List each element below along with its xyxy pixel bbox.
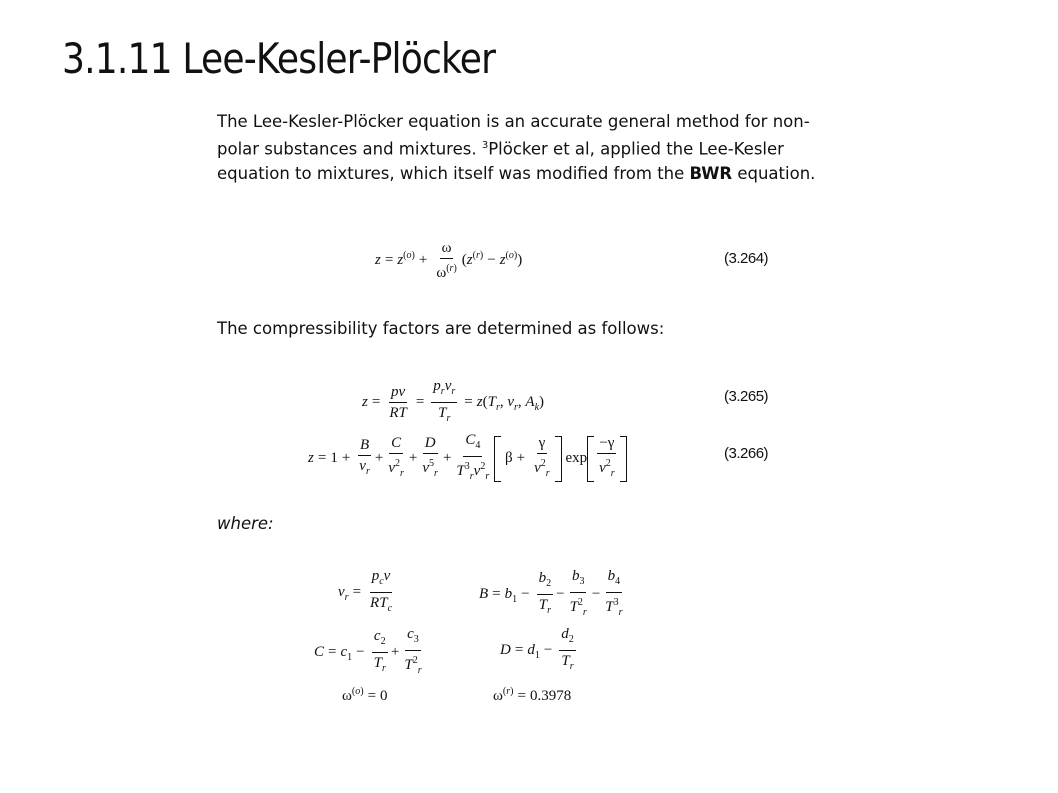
definition-vr: $v_r$ = $\frac{p_cv}{RT_c}$: [338, 568, 393, 614]
definition-b: $B = b_1$ − $\frac{b_2}{T_r}$ − $\frac{b_3}{T^2_r}$ − $\frac{b_4}{T^3_r}$: [479, 568, 623, 618]
page-title: 3.1.11 Lee-Kesler-Plöcker: [62, 34, 496, 83]
intro-text-3: equation.: [732, 163, 816, 183]
definition-omega-o: $\omega^{(o)} = 0$: [342, 686, 388, 704]
intro-paragraph: [217, 110, 817, 186]
definition-omega-r: $\omega^{(r)} = 0.3978$: [493, 686, 572, 704]
intro-text-1: The Lee-Kesler-Plöcker equation is an accurate general method for non-polar substances and mixtures.: [217, 112, 810, 159]
equation-3-265: z = $\frac{pv}{RT}$ = $\frac{p_rv_r}{T_r}$ = $z(T_r$, $v_r$, $A_k$): [362, 378, 545, 424]
equation-3-266: z = 1 + $\frac{B}{v_r}$ + $\frac{C}{v^2_r}$ + $\frac{D}{v^5_r}$ + $\frac{C_4}{T^3_rv^2_r}$ β + $\frac{\gamma}{v^2_r}$ exp $\frac{-\gamma}{v^2_r}$: [308, 432, 627, 485]
equation-3-264: $z = z^{(o)}$ + $\frac{\omega}{\omega^{(r)}}$ $(z^{(r)} - z^{(o)})$: [375, 240, 523, 281]
intro-text-2: Plöcker et al, applied the Lee-Kesler equation to mixtures, which itself was modified from the: [217, 139, 784, 183]
equation-number-3-264: (3.264): [724, 250, 769, 267]
definition-d: $D = d_1$ − $\frac{d_2}{T_r}$: [500, 626, 574, 672]
bwr-bold: BWR: [689, 163, 733, 183]
omega-r-value: 0.3978: [529, 688, 572, 704]
footnote-marker: 3: [481, 140, 489, 151]
equation-number-3-266: (3.266): [724, 445, 769, 462]
equation-number-3-265: (3.265): [724, 388, 769, 405]
omega-o-value: 0: [380, 688, 388, 704]
definition-c: $C = c_1$ − $\frac{c_2}{T_r}$ + $\frac{c_3}{T^2_r}$: [314, 626, 422, 676]
compressibility-text: The compressibility factors are determined as follows:: [217, 319, 665, 338]
where-label: where:: [217, 514, 274, 533]
